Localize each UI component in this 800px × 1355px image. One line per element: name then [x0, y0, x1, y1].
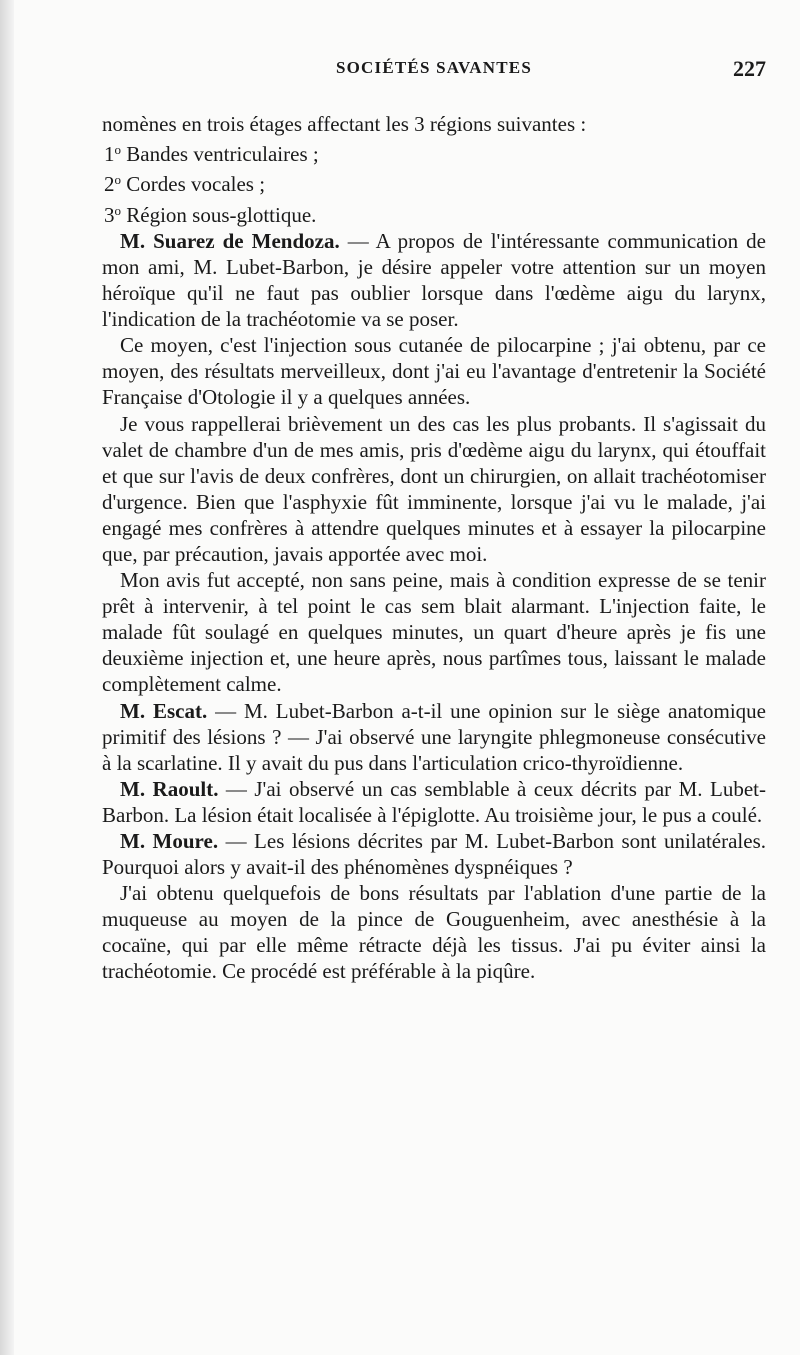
paragraph-text: Ce moyen, c'est l'injection sous cutanée de pilocarpine ; j'ai obtenu, par ce moyen, des résultats merveilleux, dont j'ai eu l'avantage d'entretenir la Société Française d'Otologie il y a quelques années. — [102, 333, 766, 410]
list-item — [102, 198, 766, 228]
paragraph-text: Mon avis fut accepté, non sans peine, mais à condition expresse de se tenir prêt à intervenir, à tel point le cas sem blait alarmant. L'injection faite, le malade fût soulagé en quelques minutes, un quart d'heure après je fis une deuxième injection et, une heure après, nous partîmes tous, laissant le malade complètement calme. — [102, 568, 766, 697]
paragraph-text: — A propos de l'intéressante communication de mon ami, M. Lubet-Barbon, je désire appeler votre attention sur un moyen héroïque qu'il ne faut pas oublier lorsque dans l'œdème aigu du larynx, l'indication de la trachéotomie va se poser. — [102, 228, 766, 332]
page-header — [100, 58, 768, 86]
list-item-ordinal: o — [114, 202, 122, 218]
page-gutter-shadow — [0, 0, 14, 1355]
paragraph-pilocarpine — [102, 332, 766, 410]
list-item-number: 1 — [104, 142, 115, 167]
paragraph-gouguenheim — [102, 880, 766, 984]
speaker-name: M. Moure. — [120, 829, 219, 853]
paragraph-text: — J'ai observé un cas semblable à ceux décrits par M. Lubet-Barbon. La lésion était localisée à l'épiglotte. Au troisième jour, le pus a coulé. — [102, 776, 766, 827]
list-item-number: 2 — [104, 172, 115, 197]
list-item-text: Cordes vocales ; — [126, 172, 266, 197]
speaker-name: M. Raoult. — [120, 776, 219, 801]
list-item — [102, 137, 766, 167]
paragraph-text: — Les lésions décrites par M. Lubet-Barbon sont unilatérales. Pourquoi alors y avait-il des phénomènes dyspnéiques ? — [102, 829, 766, 880]
intro-line: nomènes en trois étages affectant les 3 régions suivantes : — [102, 112, 587, 136]
list-item — [102, 167, 766, 197]
paragraph-text: Je vous rappellerai brièvement un des cas les plus probants. Il s'agissait du valet de chambre d'un de mes amis, pris d'œdème aigu du larynx, qui étouffait et que sur l'avis de deux confrères, dont un chirurgien, on allait trachéotomiser d'urgence. Bien que l'asphyxie fût imminente, lorsque j'ai vu le malade, j'ai engagé mes confrères à attendre quelques minutes et à essayer la pilocarpine que, par précaution, javais apportée avec moi. — [102, 411, 766, 566]
speaker-name: M. Suarez de Mendoza. — [120, 228, 340, 253]
paragraph-moure — [102, 828, 766, 880]
speaker-name: M. Escat. — [120, 698, 208, 723]
paragraph-raoult — [102, 776, 766, 828]
list-item-number: 3 — [104, 202, 115, 227]
paragraph-text: — M. Lubet-Barbon a-t-il une opinion sur le siège anatomique primitif des lésions ? — J'ai observé une laryngite phlegmoneuse consécutive à la scarlatine. Il y avait du pus dans l'articulation crico-thyroïdienne. — [102, 698, 766, 775]
paragraph-suarez — [102, 228, 766, 332]
running-head: SOCIÉTÉS SAVANTES — [335, 58, 532, 77]
paragraph-case — [102, 411, 766, 568]
paragraph-text: J'ai obtenu quelquefois de bons résultats par l'ablation d'une partie de la muqueuse au moyen de la pince de Gouguenheim, avec anesthésie à la cocaïne, qui par elle même rétracte déjà les tissus. J'ai pu éviter ainsi la trachéotomie. Ce procédé est préférable à la piqûre. — [102, 881, 766, 984]
list-item-text: Région sous-glottique. — [126, 202, 317, 227]
body-text — [102, 111, 766, 985]
list-item-text: Bandes ventriculaires ; — [126, 142, 319, 167]
list-item-ordinal: o — [114, 142, 122, 158]
paragraph-outcome — [102, 567, 766, 697]
list-item-ordinal: o — [114, 172, 122, 188]
page-number: 227 — [733, 56, 766, 81]
paragraph-escat — [102, 698, 766, 776]
